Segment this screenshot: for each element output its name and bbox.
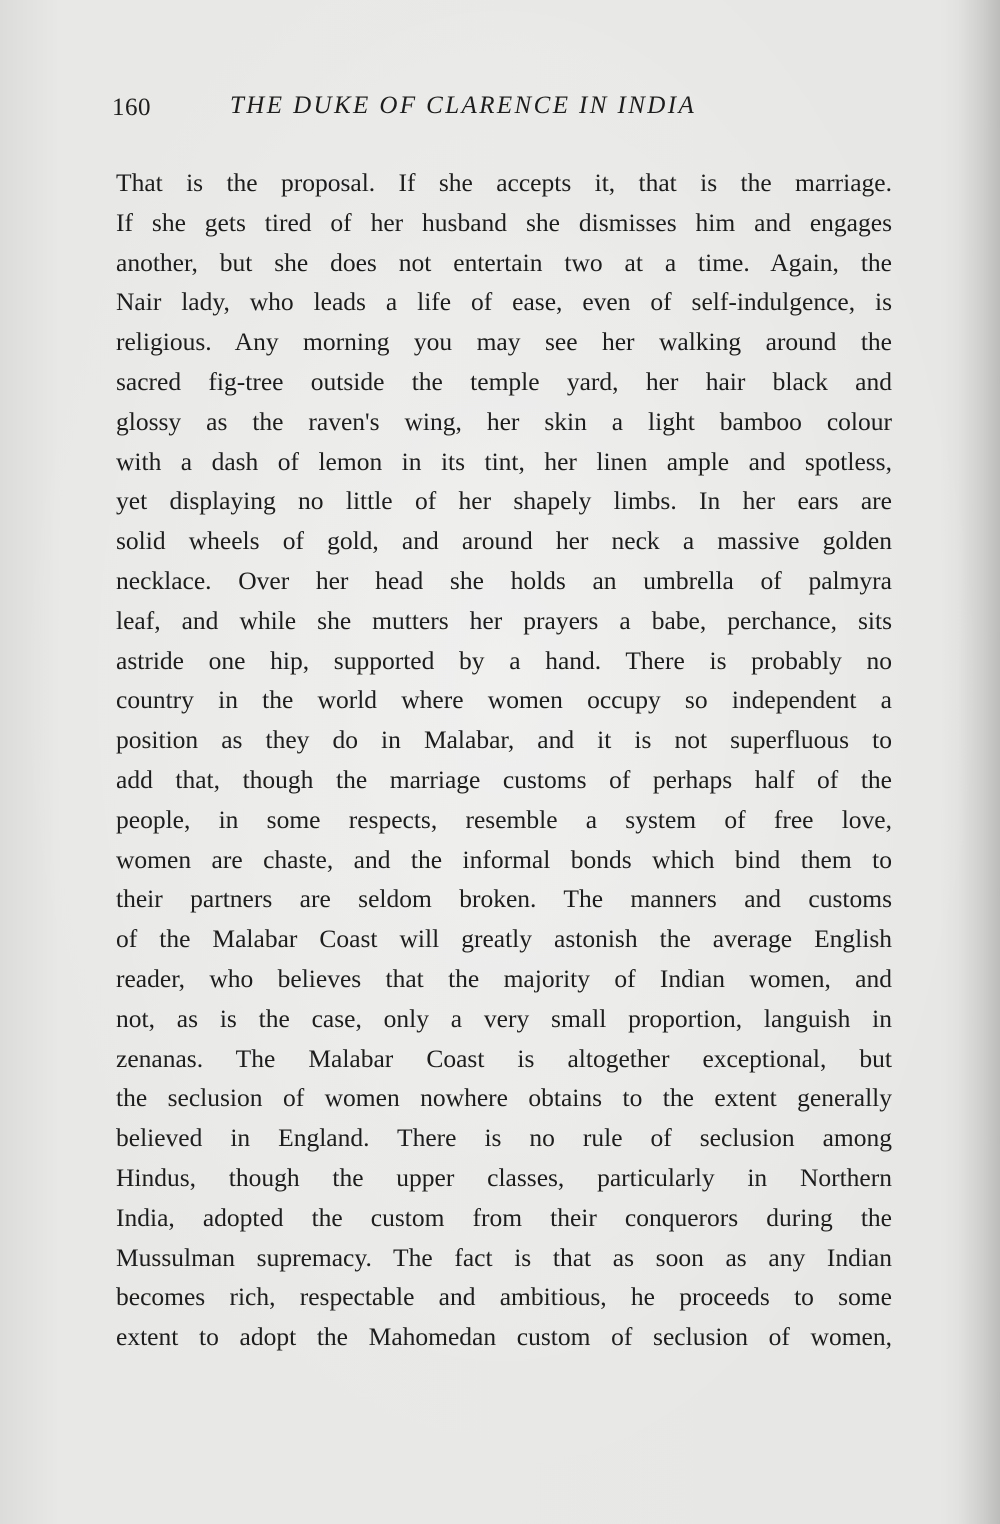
text-line: extent to adopt the Mahomedan custom of seclusion of women,	[116, 1322, 892, 1352]
text-line: religious. Any morning you may see her walking around the	[116, 327, 892, 357]
text-line: sacred fig-tree outside the temple yard, her hair black and	[116, 366, 892, 396]
text-line: becomes rich, respectable and ambitious, he proceeds to some	[116, 1282, 892, 1312]
text-line: yet displaying no little of her shapely limbs. In her ears are	[116, 486, 892, 516]
page-edge-shadow	[958, 0, 1000, 1524]
text-line: If she gets tired of her husband she dismisses him and engages	[116, 207, 892, 237]
text-line: leaf, and while she mutters her prayers a babe, perchance, sits	[116, 605, 892, 635]
text-line: the seclusion of women nowhere obtains to the extent generally	[116, 1083, 892, 1113]
text-line: another, but she does not entertain two at a time. Again, the	[116, 247, 892, 277]
text-line: glossy as the raven's wing, her skin a light bamboo colour	[116, 406, 892, 436]
text-line: believed in England. There is no rule of seclusion among	[116, 1123, 892, 1153]
text-line: their partners are seldom broken. The manners and customs	[116, 884, 892, 914]
text-line: position as they do in Malabar, and it is not superfluous to	[116, 725, 892, 755]
page-header	[112, 92, 892, 132]
body-text	[116, 163, 892, 1357]
text-line: people, in some respects, resemble a system of free love,	[116, 804, 892, 834]
text-line: That is the proposal. If she accepts it, that is the marriage.	[116, 168, 892, 197]
text-line: India, adopted the custom from their conquerors during the	[116, 1202, 892, 1232]
text-line: necklace. Over her head she holds an umbrella of palmyra	[116, 565, 892, 595]
text-line: with a dash of lemon in its tint, her linen ample and spotless,	[116, 446, 892, 476]
running-title: THE DUKE OF CLARENCE IN INDIA	[230, 92, 697, 119]
text-line: zenanas. The Malabar Coast is altogether exceptional, but	[116, 1043, 892, 1073]
text-line: of the Malabar Coast will greatly astonish the average English	[116, 924, 892, 954]
text-line: country in the world where women occupy so independent a	[116, 685, 892, 715]
text-line: solid wheels of gold, and around her neck a massive golden	[116, 526, 892, 556]
text-line: Mussulman supremacy. The fact is that as soon as any Indian	[116, 1242, 892, 1272]
text-line: not, as is the case, only a very small proportion, languish in	[116, 1003, 892, 1033]
text-line: reader, who believes that the majority of Indian women, and	[116, 963, 892, 993]
text-line: women are chaste, and the informal bonds which bind them to	[116, 844, 892, 874]
text-line: Hindus, though the upper classes, particularly in Northern	[116, 1162, 892, 1192]
text-line: add that, though the marriage customs of perhaps half of the	[116, 764, 892, 794]
text-line: Nair lady, who leads a life of ease, even of self-indulgence, is	[116, 287, 892, 317]
text-line: astride one hip, supported by a hand. There is probably no	[116, 645, 892, 675]
page-number: 160	[112, 94, 151, 121]
